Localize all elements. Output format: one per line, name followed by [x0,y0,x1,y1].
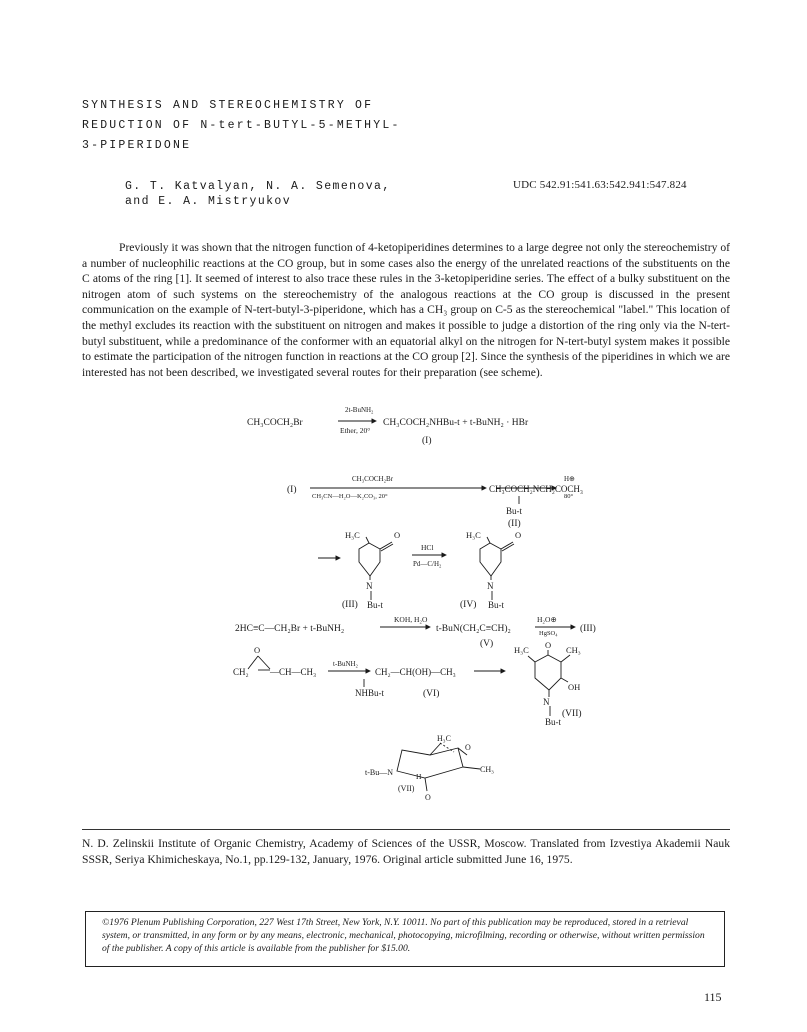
substituent: Bu-t [367,600,384,610]
condition: t-BuNH₂ [333,660,358,668]
compound-label: (I) [287,485,297,495]
atom-label: O [545,640,552,650]
body-paragraph: Previously it was shown that the nitrogen function of 4-ketopiperidines determines to a large degree not only the stereochemistry of a number of nucleophilic reactions at the CO group, but in some cases also the energy of the unrelated reactions of the substituents on the C atoms of the ring [1]. It seemed of interest to also trace these rules in the 3-ketopiperidine series. The effect of a bulky substituent on the nitrogen atom of such systems on the stereochemistry of the analogous reactions at the CO group is discussed in the present communication on the example of N-tert-butyl-3-piperidone, which has a CH₃ group on C-5 as the stereochemical "label." This location of the methyl excludes its reaction with the substituent on nitrogen and makes it possible to judge a distortion of the ring only via the N-tert-butyl substituent, while a predominance of the conformer with an equatorial alkyl on the nitrogen for N-tert-butyl system makes it possible to estimate the participation of the nitrogen function in reactions at the CO group [2]. Since the synthesis of the piperidines in which we are interested has not been described, we investigated several routes for their preparation (see scheme). [82,241,730,379]
article-title [82,96,502,156]
condition: Ether, 20° [340,426,371,435]
epoxide [248,656,270,670]
formula: —CH—CH₃ [270,667,317,677]
condition: H₂O⊕ [537,615,557,624]
compound-label: (III) [342,600,358,610]
substituent: Bu-t [488,600,505,610]
atom-label: t-Bu—N [365,768,393,777]
compound-label: (I) [422,436,432,446]
formula: CH₃COCH₂NCH₂COCH₃ [489,484,584,494]
substituent: Bu-t [506,506,523,516]
formula: CH₃COCH₂NHBu-t + t-BuNH₂ · HBr [383,418,529,428]
copyright-box [85,911,725,967]
compound-label: (III) [580,624,596,634]
udc-code: UDC 542.91:541.63:542.941:547.824 [513,179,687,191]
atom-label: OH [568,682,581,692]
formula: 2HC≡C—CH₂Br + t-BuNH₂ [235,624,345,634]
condition: 2t-BuNH₂ [345,406,374,414]
formula: CH₂ [233,667,249,677]
atom-label: CH₃ [566,645,581,655]
authors [125,179,455,209]
atom-label: CH₃ [480,765,494,774]
reaction-scheme [0,400,807,800]
atom-label: N [543,697,550,707]
condition: CH₃COCH₂Br [352,475,394,483]
formula: CH₂—CH(OH)—CH₃ [375,667,456,677]
condition: H⊕ [564,475,575,483]
compound-label: (II) [508,519,521,529]
title-line: 3-PIPERIDONE [82,139,192,152]
atom-label: O [254,645,261,655]
atom-label: H₃C [437,734,451,743]
atom-label: H₃C [514,645,529,655]
atom-label: O [425,793,431,800]
atom-label: O [465,743,471,752]
title-line: SYNTHESIS AND STEREOCHEMISTRY OF [82,99,374,112]
condition: 80° [564,493,574,500]
authors-line: G. T. Katvalyan, N. A. Semenova, [125,180,391,193]
condition: CH₃CN—H₂O—K₂CO₃, 20° [312,493,388,500]
atom-label: N [366,581,373,591]
condition: HgSO₄ [539,630,558,637]
compound-label: (V) [480,639,494,649]
atom-label: N [487,581,494,591]
condition: KOH, H₂O [394,615,428,624]
compound-label: (VI) [423,689,440,699]
compound-label: (VII) [562,709,582,719]
compound-label: (IV) [460,600,477,610]
atom-label: H₃C [466,530,481,540]
page-number: 115 [704,990,722,1004]
formula: t-BuN(CH₂C≡CH)₂ [436,624,511,634]
formula: CH₃COCH₂Br [247,418,303,428]
title-line: REDUCTION OF N-tert-BUTYL-5-METHYL- [82,119,401,132]
ring-iv [480,537,514,600]
atom-label: O [394,530,401,540]
compound-label: (VII) [398,784,415,793]
substituent: NHBu-t [355,688,384,698]
substituent: Bu-t [545,717,562,727]
condition: Pd—C/H₂ [413,560,442,568]
atom-label: O [515,530,522,540]
footnote: N. D. Zelinskii Institute of Organic Chemistry, Academy of Sciences of the USSR, Moscow. Translated from Izvestiya Akademii Nauk SSSR, Seriya Khimicheskaya, No.1, pp.129-132, January, 1976. Original article submitted June 16, 1975. [82,837,730,866]
atom-label: H₃C [345,530,360,540]
atom-label: H [416,772,422,781]
authors-line: and E. A. Mistryukov [125,195,292,208]
footnote-rule [82,829,730,830]
copyright-text: ©1976 Plenum Publishing Corporation, 227 West 17th Street, New York, N.Y. 10011. No part of this publication may be reproduced, stored in a retrieval system, or transmitted, in any form or by any means, electronic, mechanical, photocopying, microfilming, recording or otherwise, without written permission of the publisher. A copy of this article is available from the publisher for $15.00. [102,917,705,954]
ring-iii [359,537,393,600]
condition: HCl [421,543,434,552]
